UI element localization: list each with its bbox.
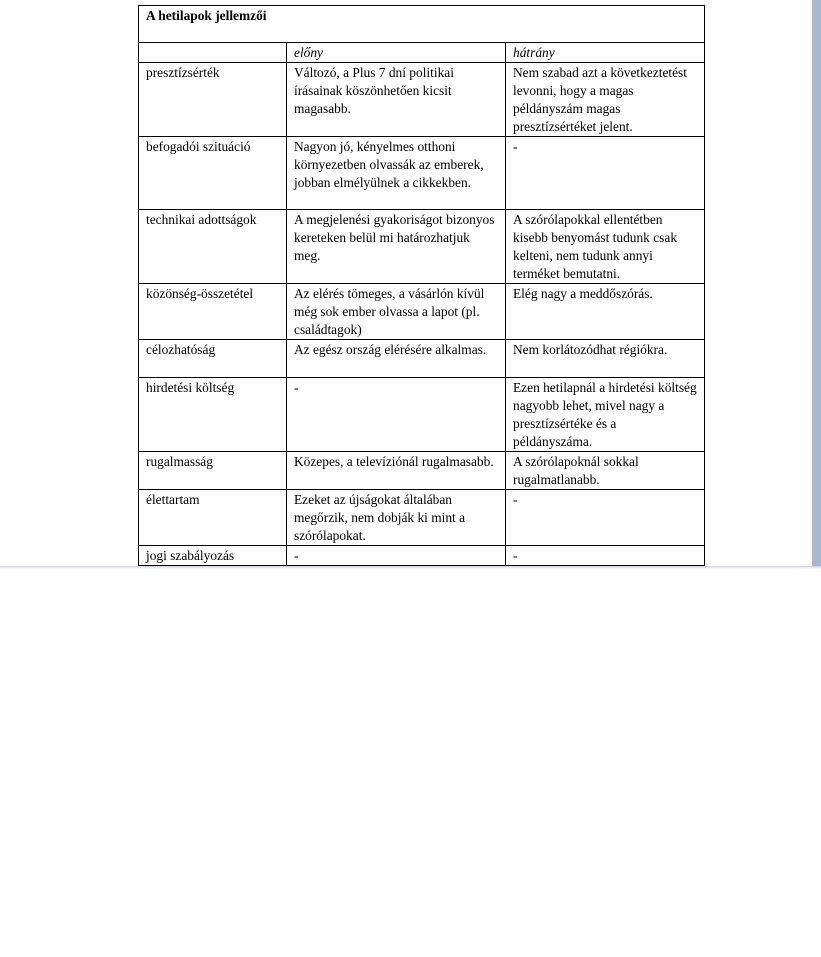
disadvantage-cell: Nem korlátozódhat régiókra. [506, 340, 705, 378]
disadvantage-cell: - [506, 137, 705, 210]
row-label: rugalmasság [139, 452, 287, 490]
advantage-cell: Közepes, a televíziónál rugalmasabb. [287, 452, 506, 490]
row-label: befogadói szituáció [139, 137, 287, 210]
advantage-cell: - [287, 378, 506, 452]
disadvantage-cell: Ezen hetilapnál a hirdetési költség nagyobb lehet, mivel nagy a presztízsértéke és a példányszáma. [506, 378, 705, 452]
page-edge-shadow [0, 566, 821, 569]
disadvantage-cell: - [506, 490, 705, 546]
disadvantage-cell: - [506, 546, 705, 566]
advantage-cell: Az elérés tömeges, a vásárlón kívül még sok ember olvassa a lapot (pl. családtagok) [287, 284, 506, 340]
advantage-cell: - [287, 546, 506, 566]
advantage-cell: Ezeket az újságokat általában megőrzik, nem dobják ki mint a szórólapokat. [287, 490, 506, 546]
table-row [139, 137, 705, 210]
row-label: jogi szabályozás [139, 546, 287, 566]
row-label: hirdetési költség [139, 378, 287, 452]
advantage-cell: Az egész ország elérésére alkalmas. [287, 340, 506, 378]
advantage-cell: Nagyon jó, kényelmes otthoni környezetben olvassák az emberek, jobban elmélyülnek a cikkekben. [287, 137, 506, 210]
advantage-cell: A megjelenési gyakoriságot bizonyos kereteken belül mi határozhatjuk meg. [287, 210, 506, 284]
table-title-row [139, 6, 705, 43]
advantage-cell: Változó, a Plus 7 dní politikai írásainak köszönhetően kicsit magasabb. [287, 63, 506, 137]
table-header-row [139, 43, 705, 63]
row-label: célozhatóság [139, 340, 287, 378]
table-row [139, 546, 705, 566]
characteristics-table [138, 5, 705, 566]
row-label: technikai adottságok [139, 210, 287, 284]
row-label: presztízsérték [139, 63, 287, 137]
disadvantage-cell: Elég nagy a meddőszórás. [506, 284, 705, 340]
table-row [139, 210, 705, 284]
header-advantage: előny [287, 43, 506, 63]
row-label: közönség-összetétel [139, 284, 287, 340]
disadvantage-cell: A szórólapokkal ellentétben kisebb benyomást tudunk csak kelteni, nem tudunk annyi terméket bemutatni. [506, 210, 705, 284]
table-row [139, 63, 705, 137]
table-row [139, 490, 705, 546]
disadvantage-cell: Nem szabad azt a következtetést levonni, hogy a magas példányszám magas presztízsértéket jelent. [506, 63, 705, 137]
table-row [139, 378, 705, 452]
page-gutter [812, 0, 821, 566]
disadvantage-cell: A szórólapoknál sokkal rugalmatlanabb. [506, 452, 705, 490]
table-title: A hetilapok jellemzői [139, 6, 705, 43]
header-disadvantage: hátrány [506, 43, 705, 63]
table-row [139, 284, 705, 340]
header-empty-cell [139, 43, 287, 63]
row-label: élettartam [139, 490, 287, 546]
table-row [139, 452, 705, 490]
table-row [139, 340, 705, 378]
